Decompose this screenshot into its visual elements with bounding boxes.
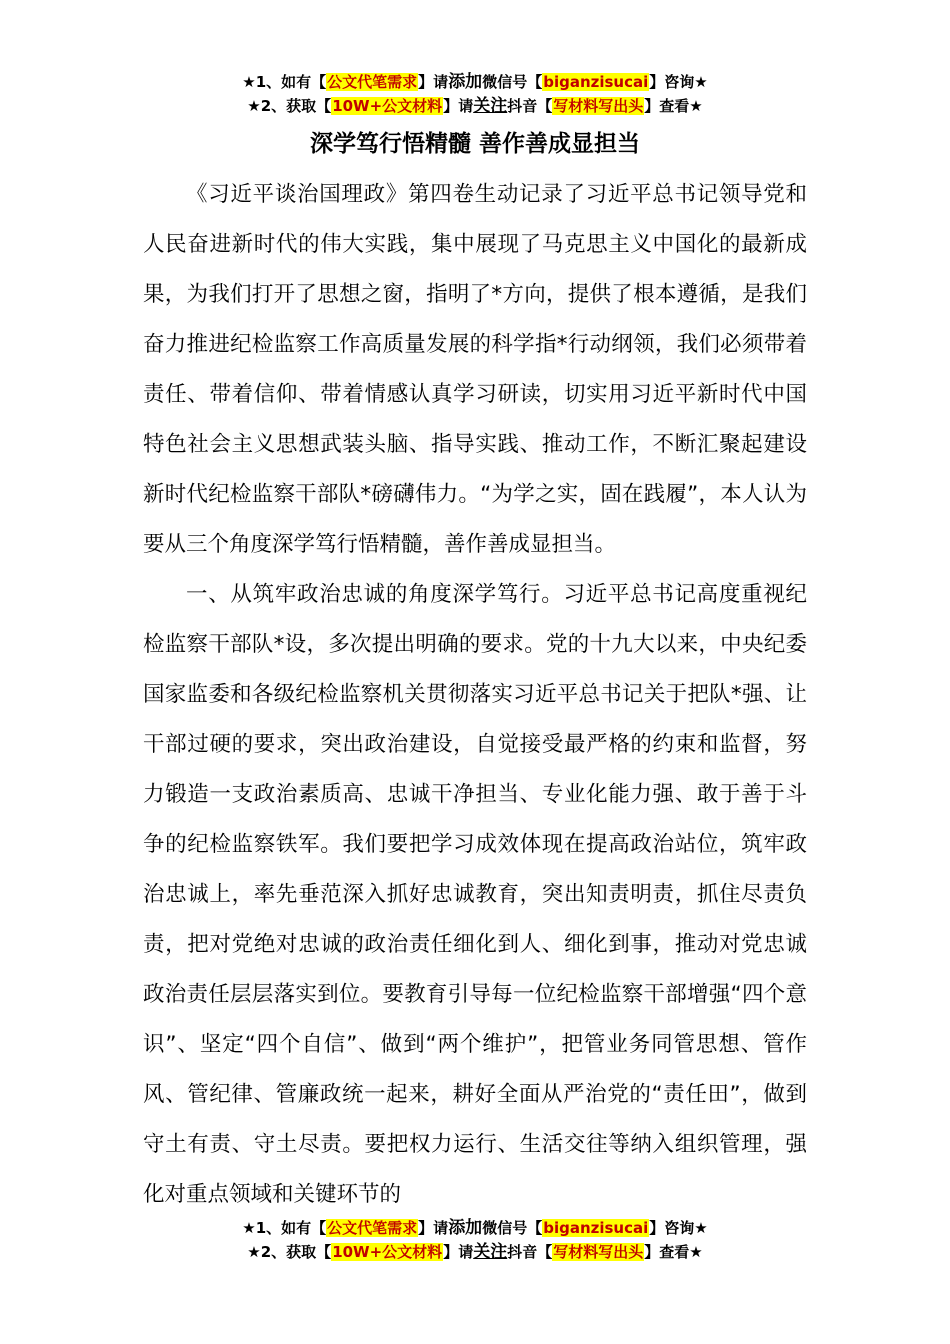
promo-text: 】查看★ xyxy=(644,97,703,115)
promo-emphasis: 添加 xyxy=(448,1218,483,1238)
promo-line-2 xyxy=(0,1240,950,1264)
document-title: 深学笃行悟精髓 善作善成显担当 xyxy=(309,131,640,157)
promo-highlight-materials: 10W+公文材料 xyxy=(332,97,443,115)
promo-text: 】请 xyxy=(418,73,449,91)
promo-text: 】咨询★ xyxy=(649,1219,708,1237)
promo-text: 抖音【 xyxy=(507,97,553,115)
promo-text: 】请 xyxy=(418,1219,449,1237)
promo-emphasis: 添加 xyxy=(448,72,483,92)
promo-text: ★1、如有【 xyxy=(242,73,327,91)
document-body xyxy=(143,170,807,1220)
promo-text: 微信号【 xyxy=(482,1219,543,1237)
promo-text: 】请 xyxy=(443,97,474,115)
promo-highlight-douyin: 写材料写出头 xyxy=(553,97,644,115)
promo-emphasis: 关注 xyxy=(473,1242,508,1262)
promo-highlight-service: 公文代笔需求 xyxy=(327,1219,418,1237)
promo-banner-bottom xyxy=(0,1216,950,1264)
promo-text: ★1、如有【 xyxy=(242,1219,327,1237)
promo-banner-top xyxy=(0,70,950,118)
promo-text: 】咨询★ xyxy=(649,73,708,91)
body-paragraph-1: 《习近平谈治国理政》第四卷生动记录了习近平总书记领导党和人民奋进新时代的伟大实践，集中展现了马克思主义中国化的最新成果，为我们打开了思想之窗，指明了*方向，提供了根本遵循，是我们奋力推进纪检监察工作高质量发展的科学指*行动纲领，我们必须带着责任、带着信仰、带着情感认真学习研读，切实用习近平新时代中国特色社会主义思想武装头脑、指导实践、推动工作，不断汇聚起建设新时代纪检监察干部队*磅礴伟力。“为学之实，固在践履”，本人认为要从三个角度深学笃行悟精髓，善作善成显担当。 xyxy=(143,182,807,557)
promo-highlight-douyin: 写材料写出头 xyxy=(553,1243,644,1261)
promo-line-2 xyxy=(0,94,950,118)
promo-line-1 xyxy=(0,1216,950,1240)
promo-highlight-service: 公文代笔需求 xyxy=(327,73,418,91)
body-paragraph-2: 一、从筑牢政治忠诚的角度深学笃行。习近平总书记高度重视纪检监察干部队*设，多次提出明确的要求。党的十九大以来，中央纪委国家监委和各级纪检监察机关贯彻落实习近平总书记关于把队*强、让干部过硬的要求，突出政治建设，自觉接受最严格的约束和监督，努力锻造一支政治素质高、忠诚干净担当、专业化能力强、敢于善于斗争的纪检监察铁军。我们要把学习成效体现在提高政治站位，筑牢政治忠诚上，率先垂范深入抓好忠诚教育，突出知责明责，抓住尽责负责，把对党绝对忠诚的政治责任细化到人、细化到事，推动对党忠诚政治责任层层落实到位。要教育引导每一位纪检监察干部增强“四个意识”、坚定“四个自信”、做到“两个维护”，把管业务同管思想、管作风、管纪律、管廉政统一起来，耕好全面从严治党的“责任田”，做到守土有责、守土尽责。要把权力运行、生活交往等纳入组织管理，强化对重点领域和关键环节的 xyxy=(143,582,807,1207)
promo-line-1 xyxy=(0,70,950,94)
promo-text: 抖音【 xyxy=(507,1243,553,1261)
promo-text: ★2、获取【 xyxy=(247,1243,332,1261)
promo-text: 】查看★ xyxy=(644,1243,703,1261)
promo-emphasis: 关注 xyxy=(473,96,508,116)
promo-text: 微信号【 xyxy=(482,73,543,91)
promo-highlight-wechat-id: biganzisucai xyxy=(543,73,649,91)
promo-text: 】请 xyxy=(443,1243,474,1261)
promo-highlight-wechat-id: biganzisucai xyxy=(543,1219,649,1237)
promo-text: ★2、获取【 xyxy=(247,97,332,115)
promo-highlight-materials: 10W+公文材料 xyxy=(332,1243,443,1261)
